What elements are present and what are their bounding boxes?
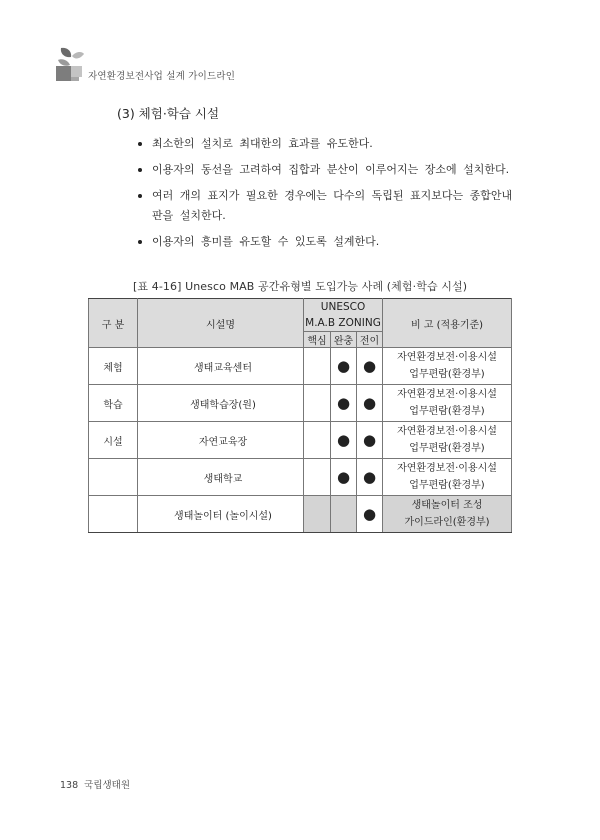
zone-core-cell	[304, 422, 331, 459]
header-zone-buffer: 완충	[331, 332, 357, 348]
zone-buffer-dot: ●	[331, 385, 357, 422]
list-item: 이용자의 흥미를 유도할 수 있도록 설계한다.	[137, 232, 517, 252]
table-row	[89, 348, 512, 385]
note-cell	[383, 422, 512, 459]
zone-buffer-cell	[331, 496, 357, 533]
zone-buffer-dot: ●	[331, 348, 357, 385]
facility-name: 생태놀이터 (놀이시설)	[138, 496, 304, 533]
table-caption: [표 4-16] Unesco MAB 공간유형별 도입가능 사례 (체험·학습 시설)	[133, 280, 468, 293]
list-item: 여러 개의 표지가 필요한 경우에는 다수의 독립된 표지보다는 종합안내판을 설치한다.	[137, 186, 517, 226]
header-title: 자연환경보전사업 설계 가이드라인	[88, 71, 236, 82]
zone-core-cell	[304, 459, 331, 496]
facility-name: 생태교육센터	[138, 348, 304, 385]
note-cell	[383, 385, 512, 422]
header-zone-transition: 전이	[357, 332, 383, 348]
zone-core-cell	[304, 496, 331, 533]
page-number: 138	[60, 780, 79, 791]
zone-core-cell	[304, 385, 331, 422]
table-row	[89, 496, 512, 533]
note-line: 업무편람(환경부)	[409, 369, 485, 380]
category-cell	[89, 496, 138, 533]
section-title: (3) 체험·학습 시설	[117, 106, 220, 121]
header-unesco-line2: M.A.B ZONING	[305, 317, 381, 329]
note-line: 업무편람(환경부)	[409, 406, 485, 417]
category-cell: 학습	[89, 385, 138, 422]
page-footer	[60, 777, 136, 791]
publisher-name: 국립생태원	[84, 780, 131, 791]
note-cell	[383, 348, 512, 385]
zone-transition-dot: ●	[357, 385, 383, 422]
header-category: 구 분	[89, 299, 138, 348]
facility-name: 자연교육장	[138, 422, 304, 459]
note-line: 업무편람(환경부)	[409, 443, 485, 454]
zone-buffer-dot: ●	[331, 459, 357, 496]
note-line: 생태놀이터 조성	[411, 500, 483, 511]
list-item: 최소한의 설치로 최대한의 효과를 유도한다.	[137, 134, 517, 154]
zone-transition-dot: ●	[357, 496, 383, 533]
category-cell	[89, 459, 138, 496]
table-row	[89, 422, 512, 459]
guideline-list	[137, 134, 517, 258]
zone-core-cell	[304, 348, 331, 385]
facility-table	[88, 298, 512, 533]
header-unesco	[304, 299, 383, 332]
category-cell: 체험	[89, 348, 138, 385]
zone-transition-dot: ●	[357, 459, 383, 496]
facility-name: 생태학습장(원)	[138, 385, 304, 422]
note-line: 가이드라인(환경부)	[404, 517, 490, 528]
note-line: 자연환경보전·이용시설	[397, 463, 497, 474]
note-line: 업무편람(환경부)	[409, 480, 485, 491]
header-facility: 시설명	[138, 299, 304, 348]
running-header	[52, 44, 252, 84]
note-cell	[383, 459, 512, 496]
header-zone-core: 핵심	[304, 332, 331, 348]
note-line: 자연환경보전·이용시설	[397, 426, 497, 437]
header-note: 비 고 (적용기준)	[383, 299, 512, 348]
header-unesco-line1: UNESCO	[320, 301, 366, 313]
note-line: 자연환경보전·이용시설	[397, 352, 497, 363]
table-row	[89, 385, 512, 422]
note-cell	[383, 496, 512, 533]
list-item: 이용자의 동선을 고려하여 집합과 분산이 이루어지는 장소에 설치한다.	[137, 160, 517, 180]
zone-transition-dot: ●	[357, 348, 383, 385]
category-cell: 시설	[89, 422, 138, 459]
leaf-logo-icon	[52, 44, 88, 84]
facility-name: 생태학교	[138, 459, 304, 496]
note-line: 자연환경보전·이용시설	[397, 389, 497, 400]
zone-transition-dot: ●	[357, 422, 383, 459]
zone-buffer-dot: ●	[331, 422, 357, 459]
table-row	[89, 459, 512, 496]
